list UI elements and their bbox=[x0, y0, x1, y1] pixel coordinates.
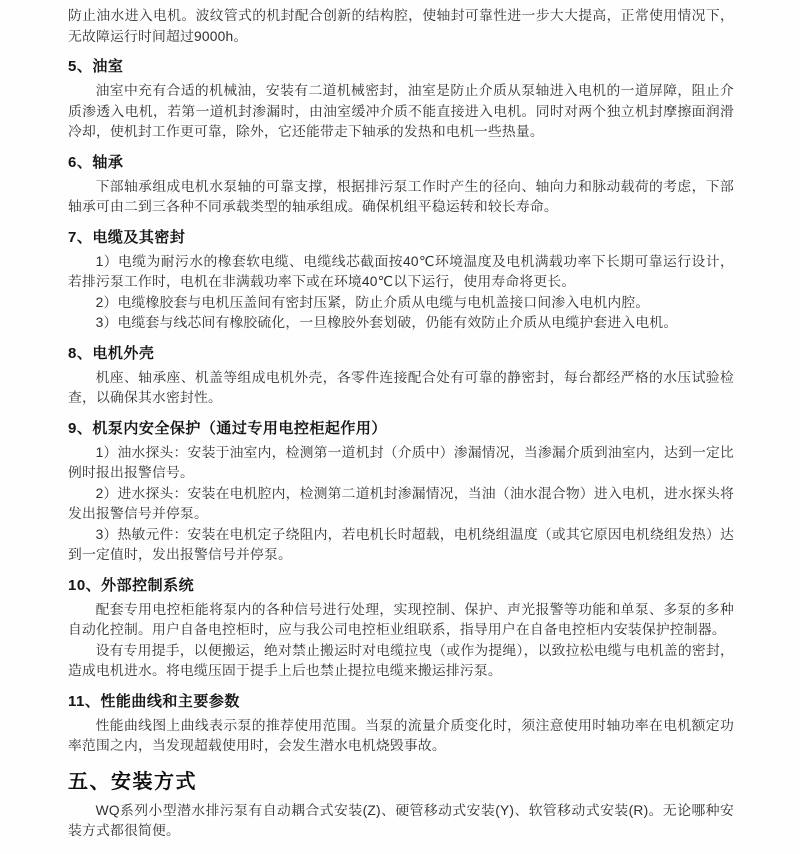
section-cable-and-sealing bbox=[68, 229, 734, 334]
paragraph: 配套专用电控柜能将泵内的各种信号进行处理，实现控制、保护、声光报警等功能和单泵、多泵的多种自动化控制。用户自备电控柜时，应与我公司电控柜业组联系，指导用户在自备电控柜内安装保护控制器。 bbox=[68, 601, 734, 637]
paragraph: 性能曲线图上曲线表示泵的推荐使用范围。当泵的流量介质变化时，须注意使用时轴功率在电机额定功率范围之内，当发现超载使用时，会发生潜水电机烧毁事故。 bbox=[68, 717, 734, 753]
section-bearings bbox=[68, 154, 734, 218]
section-oil-chamber bbox=[68, 58, 734, 143]
paragraph: 油室中充有合适的机械油，安装有二道机械密封，油室是防止介质从泵轴进入电机的一道屏障，阻止介质渗透入电机，若第一道机封渗漏时，由油室缓冲介质不能直接进入电机。同时对两个独立机封摩擦面润滑冷却，使机封工作更可靠，除外，它还能带走下轴承的发热和电机一些热量。 bbox=[68, 83, 734, 139]
paragraph-numbered-item: 1）电缆为耐污水的橡套软电缆、电缆线芯截面按40℃环境温度及电机满载功率下长期可靠运行设计，若排污泵工作时，电机在非满载功率下或在环境40℃以下运行，使用寿命将更长。 bbox=[68, 253, 734, 289]
paragraph-continuation: 防止油水进入电机。波纹管式的机封配合创新的结构腔，使轴封可靠性进一步大大提高，正常使用情况下，无故障运行时间超过9000h。 bbox=[68, 8, 734, 44]
paragraph-numbered-item: 1）油水探头：安装于油室内，检测第一道机封（介质中）渗漏情况，当渗漏介质到油室内，达到一定比例时报出报警信号。 bbox=[68, 444, 734, 480]
paragraph-numbered-item: 3）电缆套与线芯间有橡胶硫化，一旦橡胶外套划破，仍能有效防止介质从电缆护套进入电机。 bbox=[95, 315, 678, 330]
section-safety-protection bbox=[68, 420, 734, 566]
section-heading-external-control-system: 10、外部控制系统 bbox=[68, 576, 195, 594]
section-heading-safety-protection: 9、机泵内安全保护（通过专用电控柜起作用） bbox=[68, 419, 387, 437]
section-installation-methods bbox=[68, 770, 734, 842]
section-performance-curves bbox=[68, 693, 734, 757]
section-motor-housing bbox=[68, 345, 734, 409]
paragraph-numbered-item: 2）进水探头：安装在电机腔内，检测第二道机封渗漏情况，当油（油水混合物）进入电机，进水探头将发出报警信号并停泵。 bbox=[68, 485, 734, 521]
section-external-control-system bbox=[68, 577, 734, 682]
paragraph: 设有专用提手，以便搬运，绝对禁止搬运时对电缆拉曳（或作为提绳），以致拉松电缆与电机盖的密封，造成电机进水。将电缆压固于提手上后也禁止提拉电缆来搬运排污泵。 bbox=[68, 642, 734, 678]
paragraph: 机座、轴承座、机盖等组成电机外壳，各零件连接配合处有可靠的静密封，每台都经严格的水压试验检查，以确保其水密封性。 bbox=[68, 369, 734, 405]
section-heading-cable-and-sealing: 7、电缆及其密封 bbox=[68, 228, 186, 246]
paragraph: 下部轴承组成电机水泵轴的可靠支撑，根据排污泵工作时产生的径向、轴向力和脉动载荷的考虑，下部轴承可由二到三各种不同承载类型的轴承组成。确保机组平稳运转和较长寿命。 bbox=[68, 178, 734, 214]
section-heading-oil-chamber: 5、油室 bbox=[68, 58, 124, 75]
paragraph-numbered-item: 3）热敏元件：安装在电机定子绕阻内，若电机长时超载，电机绕组温度（或其它原因电机绕组发热）达到一定值时，发出报警信号并停泵。 bbox=[68, 526, 734, 562]
section-heading-motor-housing: 8、电机外壳 bbox=[68, 344, 155, 362]
paragraph-numbered-item: 2）电缆橡胶套与电机压盖间有密封压紧，防止介质从电缆与电机盖接口间渗入电机内腔。 bbox=[95, 294, 650, 310]
chapter-heading-installation-methods: 五、安装方式 bbox=[68, 770, 197, 793]
section-heading-bearings: 6、轴承 bbox=[68, 153, 124, 171]
paragraph: WQ系列小型潜水排污泵有自动耦合式安装(Z)、硬管移动式安装(Y)、软管移动式安装(R)。无论哪种安装方式都很简便。 bbox=[68, 802, 734, 838]
section-heading-performance-curves: 11、性能曲线和主要参数 bbox=[68, 692, 240, 710]
